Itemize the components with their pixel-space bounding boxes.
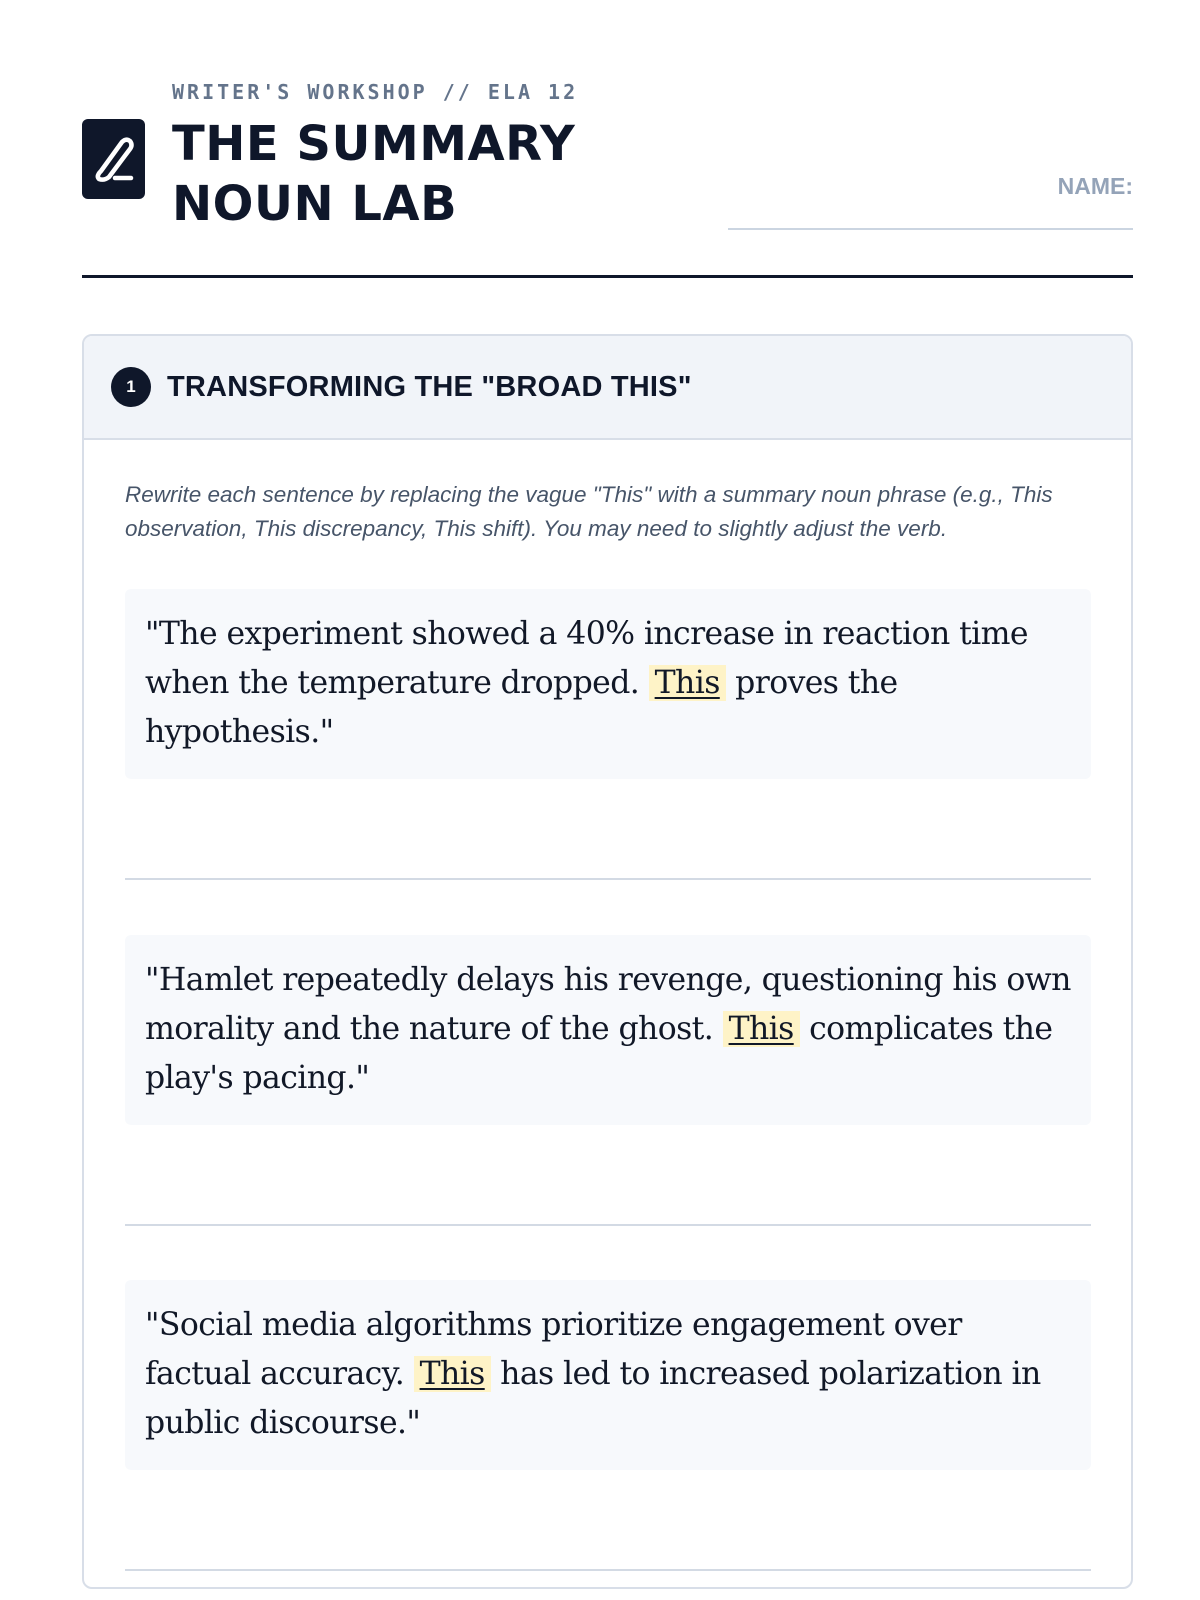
- name-field[interactable]: [728, 228, 1133, 230]
- section-body: [84, 440, 1131, 1571]
- worksheet-header: [82, 72, 1133, 278]
- exercise-item: [125, 1280, 1091, 1571]
- instructions-text: Rewrite each sentence by replacing the vague "This" with a summary noun phrase (e.g., This observation, This discrepancy, This shift). You may need to slightly adjust the verb.: [125, 482, 1053, 541]
- step-number-badge: 1: [111, 367, 151, 407]
- answer-line[interactable]: [125, 1224, 1091, 1226]
- answer-line[interactable]: [125, 1569, 1091, 1571]
- section-header: [84, 336, 1131, 440]
- prompt-text-before: "The experiment showed a 40% increase in reaction time when the temperature dropped.: [145, 616, 1028, 701]
- prompt-text-after: has led to increased polarization in public discourse.": [145, 1356, 1041, 1441]
- exercise-prompt: [125, 1280, 1091, 1470]
- prompt-text-after: proves the hypothesis.": [145, 665, 898, 750]
- highlighted-this: This: [649, 665, 726, 701]
- course-kicker: WRITER'S WORKSHOP // ELA 12: [172, 80, 579, 104]
- pen-icon: [82, 119, 145, 199]
- prompt-text-before: "Social media algorithms prioritize engagement over factual accuracy.: [145, 1307, 962, 1392]
- highlighted-this: This: [723, 1011, 800, 1047]
- highlighted-this: This: [414, 1356, 491, 1392]
- exercise-prompt: [125, 589, 1091, 779]
- exercise-prompt: [125, 935, 1091, 1125]
- section-title: TRANSFORMING THE "BROAD THIS": [167, 370, 692, 403]
- prompt-text-after: complicates the play's pacing.": [145, 1011, 1053, 1096]
- name-label: NAME:: [1057, 173, 1133, 199]
- page-title: THE SUMMARY NOUN LAB: [172, 116, 576, 232]
- answer-line[interactable]: [125, 878, 1091, 880]
- exercise-item: [125, 589, 1091, 880]
- prompt-text-before: "Hamlet repeatedly delays his revenge, questioning his own morality and the nature of the ghost.: [145, 962, 1071, 1047]
- exercise-item: [125, 935, 1091, 1226]
- section-card: [82, 334, 1133, 1589]
